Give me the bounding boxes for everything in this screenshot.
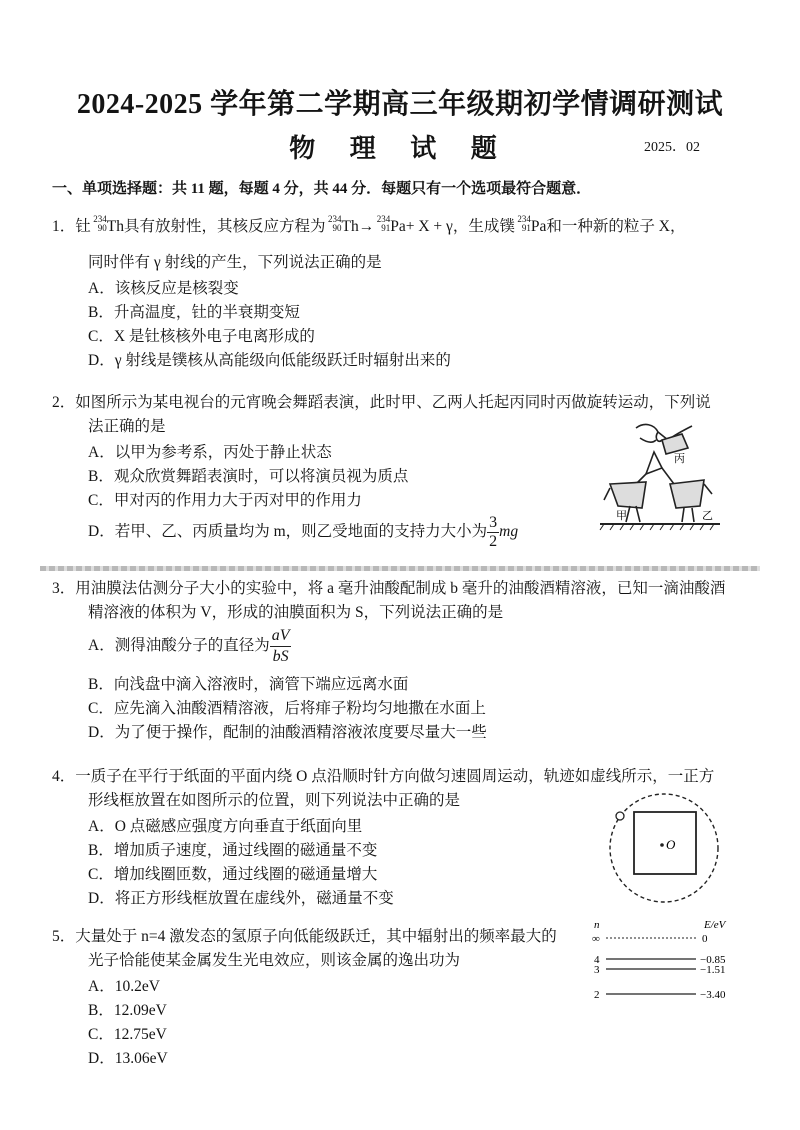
question-3-line-1 bbox=[52, 578, 725, 600]
q5-option-d: D．13.06eV bbox=[88, 1050, 168, 1067]
level-n-4: 4 bbox=[594, 954, 600, 966]
question-1 bbox=[52, 214, 685, 238]
text: 大量处于 n=4 激发态的氢原子向低能级跃迁，其中辐射出的频率最大的 bbox=[75, 928, 557, 945]
q4-option-c: C．增加线圈匝数，通过线圈的磁通量增大 bbox=[88, 866, 378, 883]
label-jia: 甲 bbox=[616, 510, 627, 522]
question-2-line-2: 法正确的是 bbox=[88, 418, 166, 435]
text: 一质子在平行于纸面的平面内绕 O 点沿顺时针方向做匀速圆周运动，轨迹如虚线所示，一正方 bbox=[75, 768, 715, 785]
fraction-3-2: $\frac{3}{2}$ bbox=[489, 514, 498, 550]
text: 如图所示为某电视台的元宵晚会舞蹈表演，此时甲、乙两人托起丙同时丙做旋转运动，下列说 bbox=[75, 394, 711, 411]
question-3-line-2: 精溶液的体积为 V，形成的油膜面积为 S，下列说法正确的是 bbox=[88, 604, 504, 621]
level-n-inf: ∞ bbox=[592, 933, 600, 945]
question-number: 5． bbox=[52, 928, 76, 945]
q2-option-b: B．观众欣赏舞蹈表演时，可以将演员视为质点 bbox=[88, 468, 409, 485]
q4-option-b: B．增加质子速度，通过线圈的磁通量不变 bbox=[88, 842, 378, 859]
dancers-figure bbox=[596, 418, 726, 534]
symbol-pa: Pa bbox=[390, 218, 406, 235]
energy-level-diagram bbox=[586, 916, 736, 1006]
question-4-line-2: 形线框放置在如图所示的位置，则下列说法中正确的是 bbox=[88, 792, 461, 809]
q5-option-a: A．10.2eV bbox=[88, 978, 160, 995]
label-yi: 乙 bbox=[702, 510, 713, 522]
exam-date: 2025．02 bbox=[644, 140, 700, 155]
q1-option-c: C．X 是钍核核外电子电离形成的 bbox=[88, 328, 315, 345]
text: 钍 bbox=[75, 218, 91, 235]
square-loop bbox=[634, 812, 696, 874]
proton-icon bbox=[616, 812, 624, 820]
nuclide-th: 234 90 bbox=[328, 214, 342, 233]
question-number: 2． bbox=[52, 394, 76, 411]
symbol-pa: Pa bbox=[530, 218, 547, 235]
q2-option-a: A．以甲为参考系，丙处于静止状态 bbox=[88, 444, 332, 461]
label-o: O bbox=[666, 837, 676, 852]
label-bing: 丙 bbox=[674, 453, 685, 465]
nuclide-pa: 234 91 bbox=[376, 214, 391, 233]
level-e-4: −0.85 bbox=[700, 954, 726, 966]
level-n-3: 3 bbox=[594, 964, 600, 976]
text: 具有放射性，其核反应方程为 bbox=[124, 218, 326, 235]
section-heading: 一、单项选择题：共 11 题，每题 4 分，共 44 分．每题只有一个选项最符合题意． bbox=[52, 181, 592, 197]
q1-option-a: A．该核反应是核裂变 bbox=[88, 280, 239, 297]
dancer-bing-skirt bbox=[662, 434, 688, 454]
symbol-th: Th bbox=[106, 218, 124, 235]
q5-option-c: C．12.75eV bbox=[88, 1026, 167, 1043]
proton-orbit bbox=[610, 794, 718, 902]
text: mg bbox=[499, 523, 519, 541]
text: + X + γ，生成镤 bbox=[405, 218, 515, 235]
exam-title: 2024-2025 学年第二学期高三年级期初学情调研测试 bbox=[76, 89, 724, 120]
q4-option-d: D．将正方形线框放置在虚线外，磁通量不变 bbox=[88, 890, 394, 907]
question-5-line-1 bbox=[52, 926, 557, 948]
label-n: n bbox=[594, 919, 600, 931]
fraction-av-bs: $\frac{aV}{bS}$ bbox=[271, 627, 290, 665]
q1-option-b: B．升高温度，钍的半衰期变短 bbox=[88, 304, 300, 321]
q3-option-d: D．为了便于操作，配制的油酸酒精溶液浓度要尽量大一些 bbox=[88, 724, 487, 741]
q2-option-d bbox=[88, 514, 518, 551]
text: 和一种新的粒子 X， bbox=[546, 218, 686, 235]
question-1-line-1 bbox=[52, 214, 685, 238]
text: 用油膜法估测分子大小的实验中，将 a 毫升油酸配制成 b 毫升的油酸酒精溶液，已知一滴油酸酒 bbox=[75, 580, 726, 597]
q1-option-d: D．γ 射线是镤核从高能级向低能级跃迁时辐射出来的 bbox=[88, 352, 451, 369]
level-e-inf: 0 bbox=[702, 933, 708, 945]
level-e-2: −3.40 bbox=[700, 989, 726, 1001]
text: D．若甲、乙、丙质量均为 m，则乙受地面的支持力大小为 bbox=[88, 523, 488, 541]
scan-divider bbox=[40, 566, 760, 571]
q3-option-b: B．向浅盘中滴入溶液时，滴管下端应远离水面 bbox=[88, 676, 409, 693]
q3-option-c: C．应先滴入油酸酒精溶液，后将痱子粉均匀地撒在水面上 bbox=[88, 700, 486, 717]
question-2-line-1 bbox=[52, 392, 711, 414]
symbol-th: Th bbox=[341, 218, 359, 235]
question-number: 4． bbox=[52, 768, 76, 785]
circle-square-figure bbox=[606, 790, 722, 906]
level-e-3: −1.51 bbox=[700, 964, 726, 976]
question-number: 1． bbox=[52, 218, 76, 235]
arrow-icon: → bbox=[358, 218, 375, 235]
question-1-line-2: 同时伴有 γ 射线的产生，下列说法正确的是 bbox=[88, 254, 382, 271]
question-5-line-2: 光子恰能使某金属发生光电效应，则该金属的逸出功为 bbox=[88, 952, 461, 969]
dancer-jia-skirt bbox=[610, 482, 646, 508]
q2-option-c: C．甲对丙的作用力大于丙对甲的作用力 bbox=[88, 492, 362, 509]
text: A．测得油酸分子的直径为 bbox=[88, 637, 270, 655]
q4-option-a: A．O 点磁感应强度方向垂直于纸面向里 bbox=[88, 818, 363, 835]
label-e: E/eV bbox=[704, 919, 726, 931]
level-n-2: 2 bbox=[594, 989, 600, 1001]
nuclide-pa: 234 91 bbox=[517, 214, 531, 233]
q5-option-b: B．12.09eV bbox=[88, 1002, 167, 1019]
q3-option-a bbox=[88, 626, 291, 667]
center-point bbox=[660, 843, 664, 847]
question-number: 3． bbox=[52, 580, 76, 597]
dancer-yi-skirt bbox=[670, 480, 704, 508]
question-4-line-1 bbox=[52, 766, 714, 788]
nuclide-th: 234 90 bbox=[93, 214, 107, 233]
exam-subtitle: 物 理 试 题 bbox=[289, 134, 511, 163]
